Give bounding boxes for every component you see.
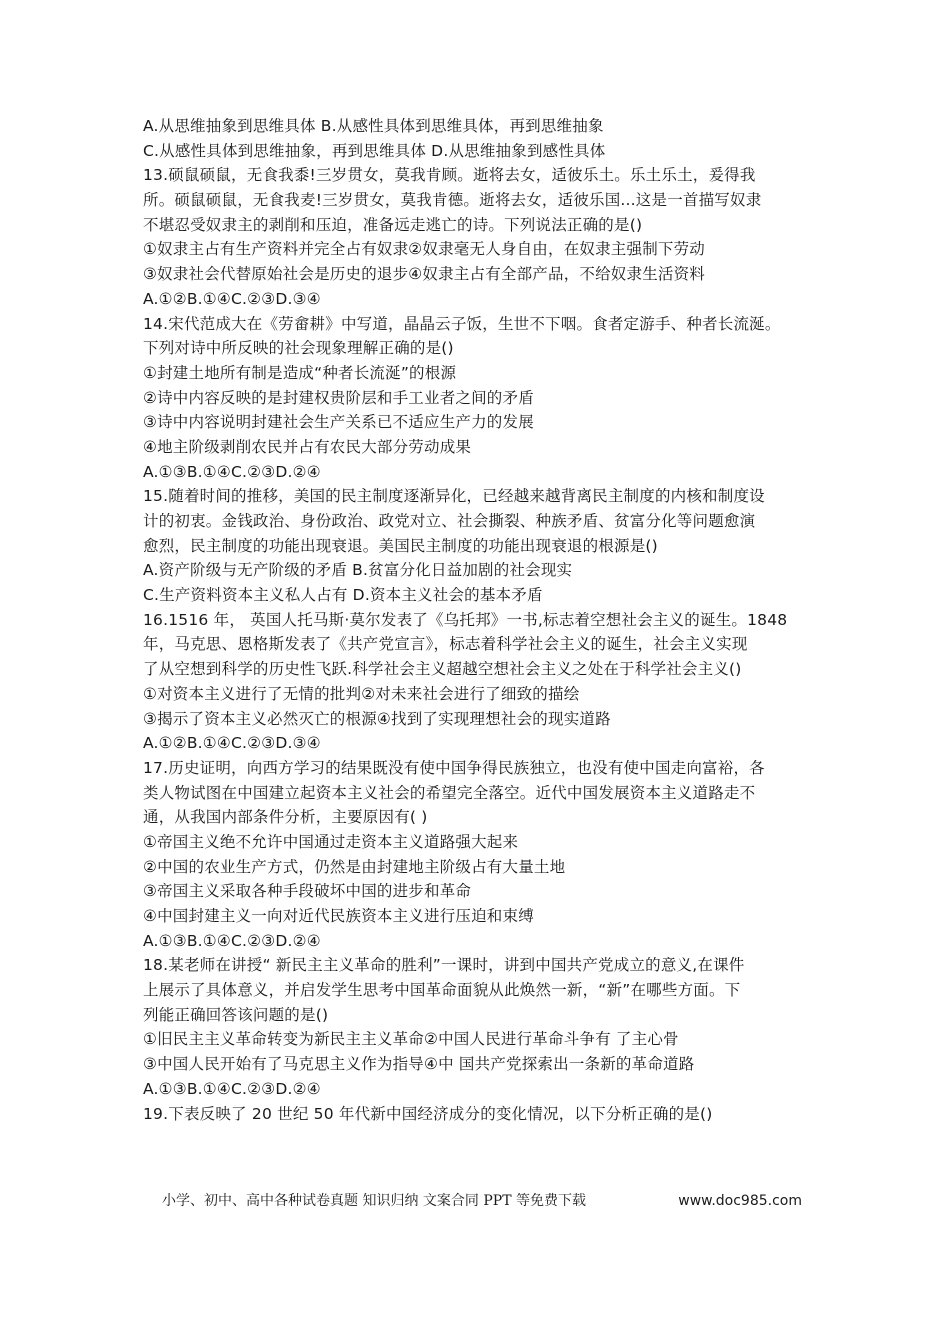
text-line: 15.随着时间的推移，美国的民主制度逐渐异化，已经越来越背离民主制度的内核和制度设 bbox=[143, 487, 765, 506]
text-line: C.从感性具体到思维抽象，再到思维具体 D.从思维抽象到感性具体 bbox=[143, 141, 606, 160]
text-line: 14.宋代范成大在《劳畲耕》中写道，晶晶云子饭，生世不下咽。食者定游手、种者长流涎。 bbox=[143, 314, 781, 333]
text-line: 了从空想到科学的历史性飞跃.科学社会主义超越空想社会主义之处在于科学社会主义() bbox=[143, 660, 742, 679]
text-line: A.①③B.①④C.②③D.②④ bbox=[143, 931, 321, 950]
document-body bbox=[143, 114, 815, 1126]
text-line: ③奴隶社会代替原始社会是历史的退步④奴隶主占有全部产品，不给奴隶生活资料 bbox=[143, 265, 705, 284]
text-line: 13.硕鼠硕鼠，无食我黍!三岁贯女，莫我肯顾。逝将去女，适彼乐土。乐土乐土，爰得我 bbox=[143, 166, 756, 185]
text-line: ③诗中内容说明封建社会生产关系已不适应生产力的发展 bbox=[143, 413, 534, 432]
text-line: A.①②B.①④C.②③D.③④ bbox=[143, 289, 321, 308]
text-line: 19.下表反映了 20 世纪 50 年代新中国经济成分的变化情况，以下分析正确的是() bbox=[143, 1104, 713, 1123]
text-line: A.从思维抽象到思维具体 B.从感性具体到思维具体，再到思维抽象 bbox=[143, 117, 604, 135]
text-line: C.生产资料资本主义私人占有 D.资本主义社会的基本矛盾 bbox=[143, 586, 543, 605]
text-line: ①封建土地所有制是造成“种者长流涎”的根源 bbox=[143, 363, 457, 382]
text-line: 列能正确回答该问题的是() bbox=[143, 1005, 329, 1024]
text-line: A.①③B.①④C.②③D.②④ bbox=[143, 1079, 321, 1098]
text-line: ①旧民主主义革命转变为新民主主义革命②中国人民进行革命斗争有 了主心骨 bbox=[143, 1030, 679, 1049]
text-line: 年，马克思、恩格斯发表了《共产党宣言》，标志着科学社会主义的诞生，社会主义实现 bbox=[143, 635, 748, 654]
text-line: 愈烈，民主制度的功能出现衰退。美国民主制度的功能出现衰退的根源是() bbox=[143, 536, 658, 555]
text-line: ③中国人民开始有了马克思主义作为指导④中 国共产党探索出一条新的革命道路 bbox=[143, 1055, 695, 1074]
text-line: 18.某老师在讲授“ 新民主主义革命的胜利”一课时，讲到中国共产党成立的意义,在课件 bbox=[143, 956, 745, 975]
text-line: 所。硕鼠硕鼠，无食我麦!三岁贯女，莫我肯德。逝将去女，适彼乐国...这是一首描写奴隶 bbox=[143, 191, 762, 210]
text-line: 不堪忍受奴隶主的剥削和压迫，准备远走逃亡的诗。下列说法正确的是() bbox=[143, 215, 643, 234]
text-line: 计的初衷。金钱政治、身份政治、政党对立、社会撕裂、种族矛盾、贫富分化等问题愈演 bbox=[143, 512, 756, 530]
text-line: ①奴隶主占有生产资料并完全占有奴隶②奴隶毫无人身自由，在奴隶主强制下劳动 bbox=[143, 240, 705, 259]
text-line: 上展示了具体意义，并启发学生思考中国革命面貌从此焕然一新，“新”在哪些方面。下 bbox=[143, 981, 741, 1000]
text-line: 16.1516 年， 英国人托马斯·莫尔发表了《乌托邦》一书,标志着空想社会主义的诞生。1848 bbox=[143, 610, 788, 629]
text-line: ②诗中内容反映的是封建权贵阶层和手工业者之间的矛盾 bbox=[143, 388, 534, 407]
text-line: ①对资本主义进行了无情的批判②对未来社会进行了细致的描绘 bbox=[143, 684, 580, 703]
text-line: ③帝国主义采取各种手段破坏中国的进步和革命 bbox=[143, 882, 472, 901]
text-line: 类人物试图在中国建立起资本主义社会的希望完全落空。近代中国发展资本主义道路走不 bbox=[143, 783, 756, 802]
text-line: 17.历史证明，向西方学习的结果既没有使中国争得民族独立，也没有使中国走向富裕，各 bbox=[143, 758, 765, 777]
footer-url[interactable]: www.doc985.com bbox=[678, 1193, 802, 1209]
text-line: 通，从我国内部条件分析，主要原因有( ) bbox=[143, 808, 428, 827]
text-line: ④地主阶级剥削农民并占有农民大部分劳动成果 bbox=[143, 437, 472, 456]
page-footer bbox=[162, 1190, 802, 1212]
text-line: 下列对诗中所反映的社会现象理解正确的是() bbox=[143, 339, 454, 358]
text-line: A.①③B.①④C.②③D.②④ bbox=[143, 462, 321, 481]
text-line: A.资产阶级与无产阶级的矛盾 B.贫富分化日益加剧的社会现实 bbox=[143, 561, 573, 580]
footer-text: 小学、初中、高中各种试卷真题 知识归纳 文案合同 PPT 等免费下载 bbox=[162, 1193, 586, 1209]
text-line: A.①②B.①④C.②③D.③④ bbox=[143, 734, 321, 753]
text-line: ④中国封建主义一向对近代民族资本主义进行压迫和束缚 bbox=[143, 907, 534, 925]
text-line: ②中国的农业生产方式，仍然是由封建地主阶级占有大量土地 bbox=[143, 857, 566, 876]
text-line: ①帝国主义绝不允许中国通过走资本主义道路强大起来 bbox=[143, 832, 519, 851]
text-line: ③揭示了资本主义必然灭亡的根源④找到了实现理想社会的现实道路 bbox=[143, 709, 611, 728]
